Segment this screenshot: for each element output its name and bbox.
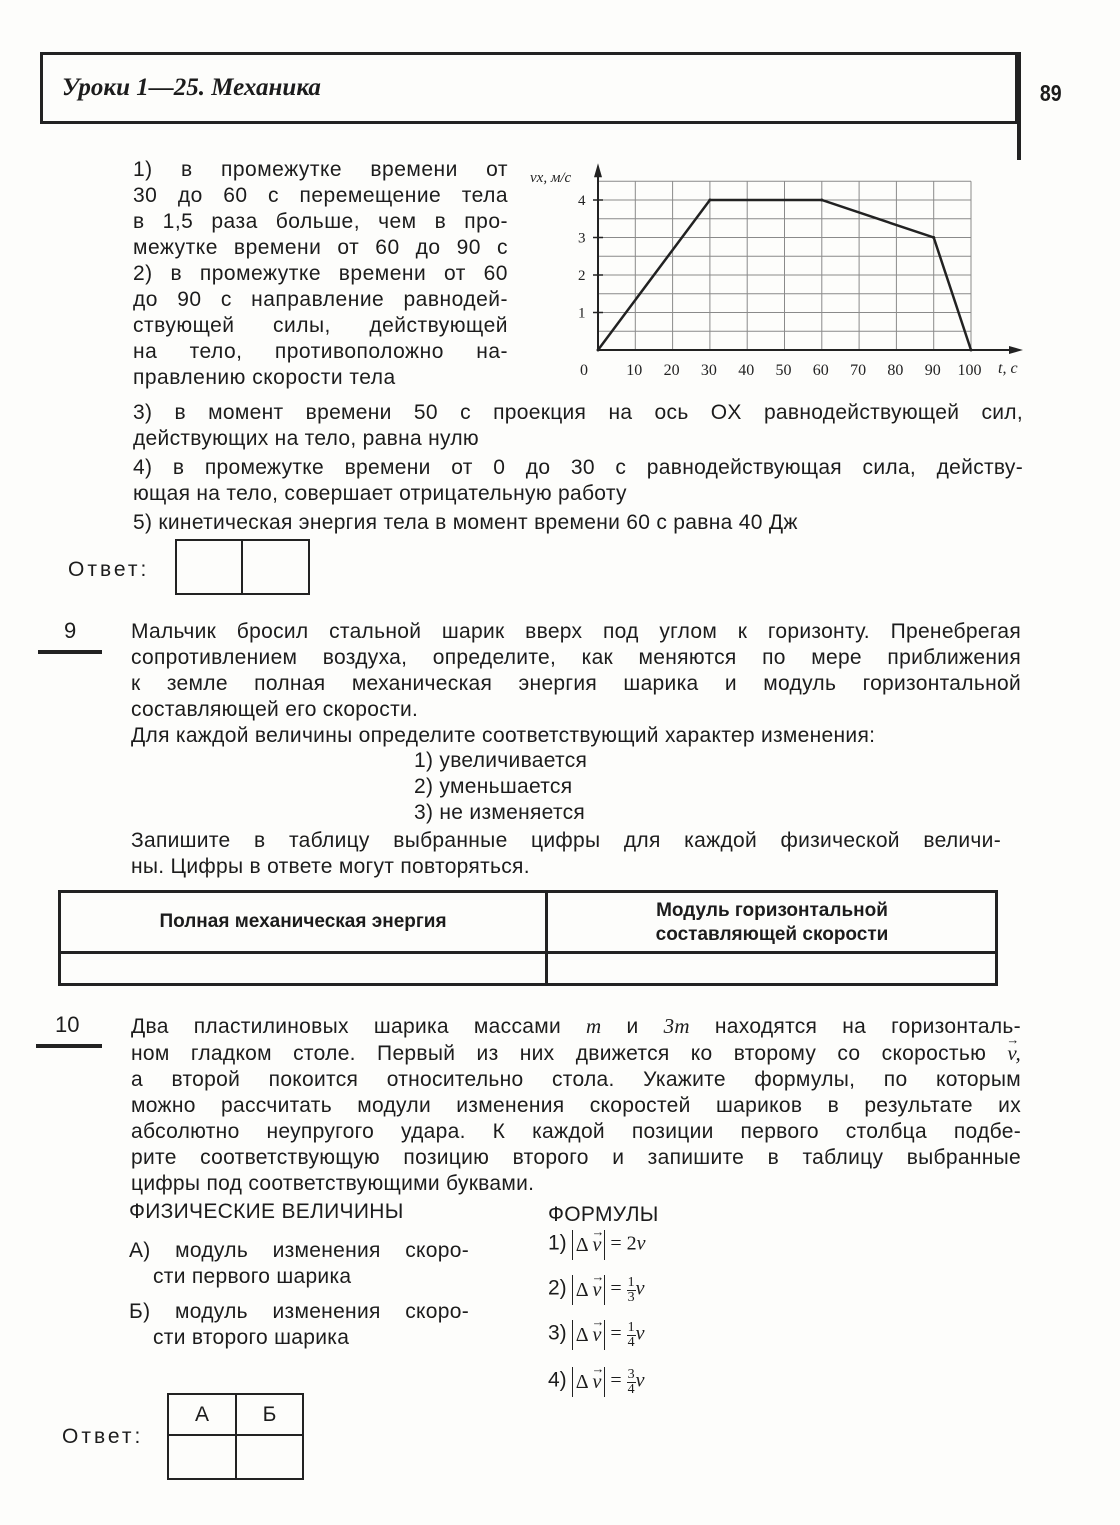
y-tick-label: 3 bbox=[578, 230, 586, 247]
item-line: А) модуль изменения скоро- bbox=[129, 1239, 469, 1262]
velocity-vector-symbol bbox=[1007, 1040, 1021, 1066]
table-header-line: составляющей скорости bbox=[655, 924, 889, 945]
y-tick-label: 2 bbox=[578, 268, 586, 284]
task10-answer-label: Ответ: bbox=[62, 1425, 144, 1448]
x-tick-label: 80 bbox=[887, 362, 904, 379]
formula-2: 2) Δ → v = $\frac{1}{3}$ v bbox=[548, 1275, 645, 1305]
formula-number: 2) bbox=[548, 1276, 567, 1300]
delta-symbol: Δ bbox=[575, 1324, 588, 1346]
chapter-title: Уроки 1—25. Механика bbox=[62, 74, 321, 101]
text-line: ствующей силы, действующей bbox=[133, 314, 508, 337]
numerator: 1 bbox=[627, 1274, 635, 1290]
task9-answer-cell-energy[interactable] bbox=[61, 954, 545, 983]
task9-choices bbox=[414, 748, 587, 826]
denominator: 4 bbox=[627, 1381, 635, 1397]
chart-grid bbox=[598, 181, 971, 350]
fraction bbox=[627, 1321, 636, 1350]
vector-letter: v bbox=[1007, 1041, 1016, 1065]
abs-delta-v bbox=[572, 1230, 606, 1260]
text-line: до 90 с направление равнодей- bbox=[133, 288, 508, 311]
velocity-symbol: v bbox=[635, 1277, 645, 1300]
text-line bbox=[131, 1040, 1021, 1067]
velocity-symbol: v bbox=[635, 1322, 645, 1345]
task8-answer-label: Ответ: bbox=[68, 558, 150, 581]
task8-option-left-block bbox=[133, 157, 508, 391]
text-segment: Два пластилиновых шарика массами bbox=[131, 1015, 561, 1038]
text-line: правлению скорости тела bbox=[133, 366, 396, 389]
text-line: абсолютно неупругого удара. К каждой позиции первого столбца подбе- bbox=[131, 1120, 1021, 1143]
formula-3: 3) Δ → v = $\frac{1}{4}$ v bbox=[548, 1320, 645, 1350]
x-tick-label: 60 bbox=[812, 362, 829, 379]
text-line: Запишите в таблицу выбранные цифры для каждой физической величи- bbox=[131, 829, 1001, 852]
text-line: Для каждой величины определите соответствующий характер изменения: bbox=[131, 724, 876, 747]
text-line: на тело, противоположно на- bbox=[133, 340, 508, 363]
header-rule bbox=[1017, 52, 1021, 160]
task10-number-bar bbox=[36, 1044, 102, 1048]
text-line: 4) в промежутке времени от 0 до 30 с равнодействующая сила, действу- bbox=[133, 456, 1023, 479]
text-line: 3) в момент времени 50 с проекция на ось OX равнодействующей сил, bbox=[133, 401, 1023, 424]
text-line: межутке времени от 60 до 90 с bbox=[133, 236, 508, 259]
table-header-energy: Полная механическая энергия bbox=[159, 911, 447, 932]
text-line: цифры под соответствующими буквами. bbox=[131, 1172, 535, 1195]
fraction bbox=[627, 1368, 636, 1397]
text-line: рите соответствующую позицию второго и запишите в таблицу выбранные bbox=[131, 1146, 1021, 1169]
y-tick-label: 4 bbox=[578, 193, 586, 209]
vector-letter: → v bbox=[592, 1320, 601, 1350]
task9-answer-table bbox=[58, 890, 998, 986]
task9-write-block bbox=[131, 828, 1001, 880]
task9-number-bar bbox=[38, 650, 102, 654]
task8-answer-cell-1[interactable] bbox=[175, 539, 243, 595]
vector-letter: → v bbox=[592, 1275, 601, 1305]
vector-letter: → v bbox=[592, 1367, 601, 1397]
col-right-title: ФОРМУЛЫ bbox=[548, 1203, 659, 1226]
x-tick-label: 90 bbox=[924, 362, 941, 379]
table-header-velocity bbox=[548, 899, 996, 947]
chart-tick-labels bbox=[578, 193, 982, 379]
text-line: 5) кинетическая энергия тела в момент времени 60 с равна 40 Дж bbox=[133, 511, 798, 534]
x-tick-label: 70 bbox=[850, 362, 867, 379]
choice-item: 1) увеличивается bbox=[414, 749, 588, 772]
task8-option-full-block bbox=[133, 400, 1023, 536]
formula-number: 1) bbox=[548, 1231, 567, 1255]
chart-axes bbox=[593, 163, 1023, 354]
text-line: к земле полная механическая энергия шарика и модуль горизонтальной bbox=[131, 672, 1021, 695]
task10-answer-cell-b[interactable] bbox=[235, 1434, 304, 1480]
denominator: 3 bbox=[627, 1289, 635, 1305]
answer-col-header-a: А bbox=[167, 1393, 237, 1436]
formula-1: 1) Δ → v = 2v bbox=[548, 1230, 646, 1260]
text-line: 30 до 60 с перемещение тела bbox=[133, 184, 508, 207]
fraction bbox=[627, 1276, 636, 1305]
item-line: сти первого шарика bbox=[153, 1265, 352, 1288]
abs-delta-v bbox=[572, 1367, 606, 1397]
text-line: ющая на тело, совершает отрицательную работу bbox=[133, 482, 627, 505]
denominator: 4 bbox=[627, 1334, 635, 1350]
velocity-symbol: v bbox=[636, 1232, 646, 1255]
text-line: сопротивлением воздуха, определите, как меняются по мере приближения bbox=[131, 646, 1021, 669]
numerator: 1 bbox=[627, 1319, 635, 1335]
x-tick-label: 40 bbox=[738, 362, 755, 379]
task9-number: 9 bbox=[64, 618, 77, 643]
chart-x-label: t, c bbox=[998, 360, 1018, 377]
task10-text-block bbox=[131, 1013, 1021, 1197]
delta-symbol: Δ bbox=[575, 1279, 588, 1301]
x-tick-label: 50 bbox=[775, 362, 792, 379]
table-header-line: Модуль горизонтальной bbox=[656, 900, 888, 921]
mass-symbol: m bbox=[586, 1014, 602, 1038]
text-segment: находятся на горизонталь- bbox=[714, 1015, 1021, 1038]
item-line: сти второго шарика bbox=[153, 1326, 350, 1349]
task10-items bbox=[129, 1238, 469, 1351]
item-line: Б) модуль изменения скоро- bbox=[129, 1300, 469, 1323]
choice-item: 3) не изменяется bbox=[414, 801, 586, 824]
y-tick-label: 1 bbox=[578, 305, 586, 322]
choice-item: 2) уменьшается bbox=[414, 775, 573, 798]
abs-delta-v bbox=[572, 1275, 606, 1305]
delta-symbol: Δ bbox=[575, 1371, 588, 1393]
punctuation: , bbox=[1015, 1041, 1021, 1065]
delta-symbol: Δ bbox=[575, 1234, 588, 1256]
velocity-chart bbox=[520, 155, 1040, 390]
text-line: ны. Цифры в ответе могут повторяться. bbox=[131, 855, 530, 878]
abs-delta-v bbox=[572, 1320, 606, 1350]
mass-symbol: 3m bbox=[663, 1014, 690, 1038]
coefficient: 2 bbox=[626, 1232, 637, 1255]
text-line: можно рассчитать модули изменения скоростей шариков в результате их bbox=[131, 1094, 1021, 1117]
text-line: Мальчик бросил стальной шарик вверх под углом к горизонту. Пренебрегая bbox=[131, 620, 1021, 643]
formula-4: 4) Δ → v = $\frac{3}{4}$ v bbox=[548, 1367, 645, 1397]
task8-answer-cell-2[interactable] bbox=[241, 539, 310, 595]
text-segment: ном гладком столе. Первый из них движется ко второму со скоростью bbox=[131, 1042, 987, 1065]
task10-answer-cell-a[interactable] bbox=[167, 1434, 237, 1480]
x-tick-label: 100 bbox=[957, 362, 982, 379]
text-line: 2) в промежутке времени от 60 bbox=[133, 262, 508, 285]
x-tick-label: 20 bbox=[663, 362, 680, 379]
x-tick-label: 30 bbox=[700, 362, 717, 379]
formula-number: 3) bbox=[548, 1321, 567, 1345]
page-number: 89 bbox=[1039, 80, 1062, 106]
text-line: в 1,5 раза больше, чем в про- bbox=[133, 210, 508, 233]
x-tick-label: 0 bbox=[580, 362, 588, 379]
text-line: составляющей его скорости. bbox=[131, 698, 419, 721]
text-line: 1) в промежутке времени от bbox=[133, 158, 508, 181]
text-line: а второй покоится относительно стола. Укажите формулы, по которым bbox=[131, 1068, 1021, 1091]
task10-number: 10 bbox=[55, 1012, 80, 1037]
x-axis-arrow bbox=[1009, 346, 1023, 354]
answer-col-header-b: Б bbox=[235, 1393, 304, 1436]
numerator: 3 bbox=[627, 1366, 635, 1382]
col-left-title: ФИЗИЧЕСКИЕ ВЕЛИЧИНЫ bbox=[129, 1200, 404, 1223]
text-segment: и bbox=[626, 1015, 639, 1038]
velocity-symbol: v bbox=[635, 1369, 645, 1392]
formula-number: 4) bbox=[548, 1368, 567, 1392]
x-tick-label: 10 bbox=[626, 362, 643, 379]
task9-text-block bbox=[131, 619, 1021, 749]
text-line bbox=[131, 1013, 1021, 1040]
task9-answer-cell-velocity[interactable] bbox=[548, 954, 995, 983]
chart-y-label: vx, м/с bbox=[530, 170, 572, 186]
text-line: действующих на тело, равна нулю bbox=[133, 427, 479, 450]
vector-letter: → v bbox=[592, 1230, 601, 1260]
y-axis-arrow bbox=[594, 163, 602, 177]
